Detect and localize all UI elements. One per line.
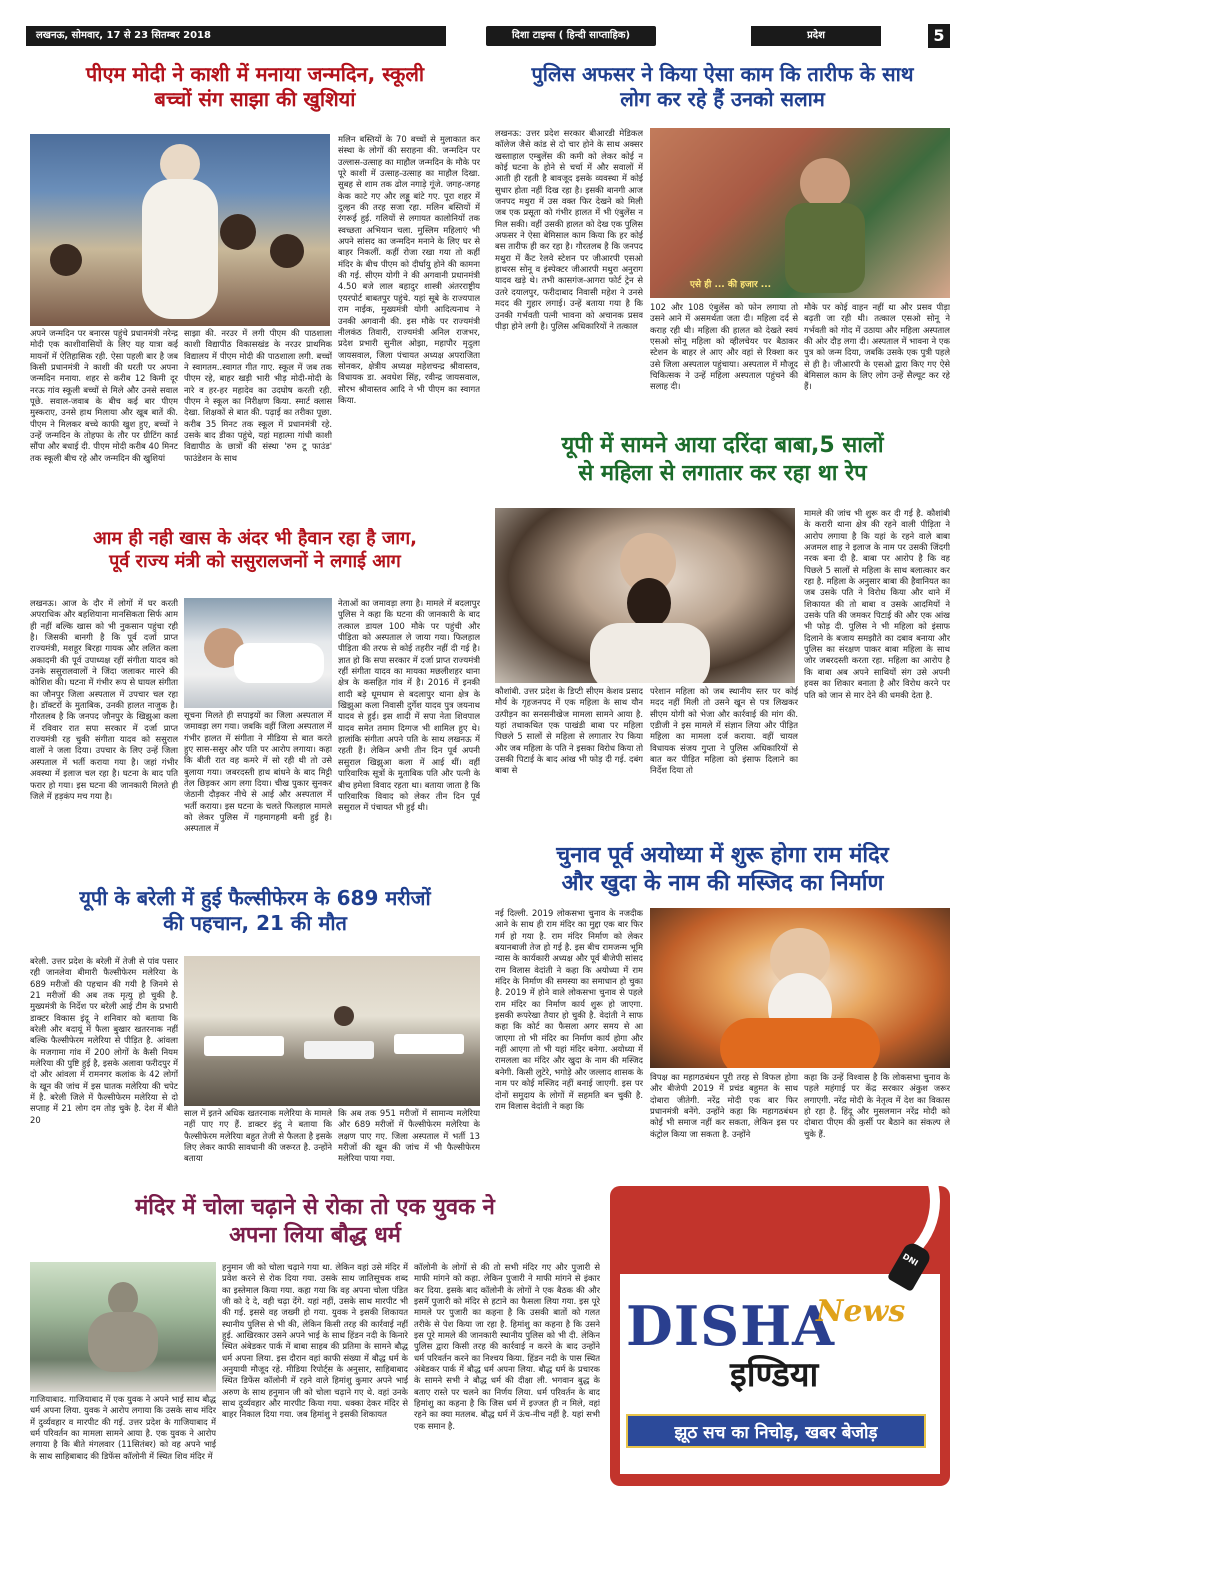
baba-headline-line1: यूपी में सामने आया दरिंदा बाबा,5 सालों [561, 433, 884, 458]
aag-headline [30, 528, 480, 573]
ad-brand-news: News [816, 1294, 906, 1329]
police-headline-line2: लोग कर रहे हैं उनको सलाम [620, 87, 825, 111]
ayodhya-col2: विपक्ष का महागठबंधन पूरी तरह से विफल होगा और बीजेपी 2019 में प्रचंड बहुमत के साथ दोबारा जीतेगी. नरेंद्र मोदी एक बार फिर प्रधानमंत्री बनेंगे. उन्होंने कहा कि महागठबंधन कोई भी समाज नहीं कर सकता, लेकिन इस पर कंट्रोल किया जा सकता है. उन्होंने [650, 1072, 798, 1139]
bareli-headline-line2: की पहचान, 21 की मौत [163, 911, 347, 935]
modi-headline [30, 62, 480, 112]
modi-headline-line1: पीएम मोदी ने काशी में मनाया जन्मदिन, स्कूली [85, 62, 425, 86]
modi-col1: अपने जन्मदिन पर बनारस पहुंचे प्रधानमंत्री नरेन्द्र मोदी एक काशीवासियों के लिए यह यात्रा कई मायनों में ऐतिहासिक रही. ऐसा पहली बार है जब किसी प्रधानमंत्री ने काशी की धरती पर अपना जन्मदिन मनाया. शहर से करीब 12 किमी दूर नरऊ गांव स्कूली बच्चों से मिले और उनसे सवाल पूछे. सवाल-जवाब के बीच कई बार पीएम मुस्कराए, उनसे हाथ मिलाया और खूब बातें की. पीएम ने मिलकर बच्चे काफी खुश हुए, बच्चों ने उन्हें जन्मदिन के तोहफा के तौर पर ग्रीटिंग कार्ड सौंपा और बधाई दी. पीएम मोदी करीब 40 मिनट तक स्कूली बीच रहे और जन्मदिन की खुशियां [30, 328, 178, 463]
aag-col3: नेताओं का जमावड़ा लगा है। मामले में बदलापुर पुलिस ने कहा कि घटना की जानकारी के बाद तत्काल डायल 100 मौके पर पहुंची और पीड़िता को अस्पताल ले जाया गया। फिलहाल पीड़िता की तरफ से कोई तहरीर नहीं दी गई है। ज्ञात हो कि सपा सरकार में दर्जा प्राप्त राज्यमंत्री रहीं संगीता यादव का मायका मछलीशहर थाना क्षेत्र के कसहित गांव में है। 2016 में इनकी शादी बड़े धूमधाम से बदलापुर थाना क्षेत्र के खिझुआ कला निवासी दुर्गेश यादव पुत्र जयनाथ यादव से हुई। इस शादी में सपा नेता शिवपाल यादव समेत तमाम दिग्गज भी शामिल हुए थे। हालांकि संगीता अपने पति के साथ लखनऊ में रहती हैं। लेकिन अभी तीन दिन पूर्व अपनी ससुराल खिझुआ कला में आई थीं। वहीं पारिवारिक सूत्रों के मुताबिक पति और पत्नी के बीच हमेशा विवाद रहता था। बताया जाता है कि पारिवारिक विवाद को लेकर तीन दिन पूर्व ससुराल में पंचायत भी हुई थी। [338, 598, 480, 813]
police-officer-photo [650, 128, 950, 298]
ad-tagline: झूठ सच का निचोड़, खबर बेजोड़ [626, 1414, 926, 1448]
baba-photo [495, 508, 795, 683]
ad-brand: DISHA [626, 1294, 836, 1358]
buddh-col3: कॉलोनी के लोगों से की तो सभी मंदिर गए और पुजारी से माफी मांगने को कहा. लेकिन पुजारी ने माफी मांगने से इंकार कर दिया. इसके बाद कॉलोनी के लोगों ने एक बैठक की और इसमें पुजारी को मंदिर से हटाने का फैसला लिया गया. इस पूरे मामले पर पुजारी का कहना है कि उसकी बातों को गलत तरीके से पेश किया जा रहा है. हिमांशु का कहना है कि उसने इस पूरे मामले की जानकारी स्थानीय पुलिस को भी दी. लेकिन पुलिस द्वारा किसी तरह की कार्रवाई न करने के बाद उन्होंने धर्म परिवर्तन करने का निश्चय किया. हिंडन नदी के पास स्थित अंबेडकर पार्क में बौद्ध धर्म अपना लिया. बौद्ध धर्म के प्रचारक के सामने सभी ने बौद्ध धर्म की दीक्षा ली. भगवान बुद्ध के बताए रास्ते पर चलने का निर्णय लिया. धर्म परिवर्तन के बाद हिमांशु का कहना है कि जिस धर्म में इज्जत ही न मिले, वहां रहने का क्या मतलब. बौद्ध धर्म में ऊंच-नीच नहीं है. यहां सभी एक समान है. [414, 1262, 600, 1431]
ad-mic-label: DNI [900, 1251, 920, 1268]
buddh-headline-line2: अपना लिया बौद्ध धर्म [229, 1222, 401, 1248]
bareli-col1: बरेली. उत्तर प्रदेश के बरेली में तेजी से पांव पसार रही जानलेवा बीमारी फैल्सीफेरम मलेरिया के 689 मरीजों की पहचान की गयी है जिनमे से 21 मरीजों की अब तक मृत्यु हो चुकी है. मुख्यमंत्री के निर्देश पर बरेली आई टीम के प्रभारी डाक्टर विकास इंदू ने शनिवार को बताया कि बरेली और बदायूं में फैला बुखार खतरनाक नहीं बल्कि फैल्सीफेरम मलेरिया से पीड़ित है. आंवला के मजगामा गांव में 200 लोगों के कैसी नियम मलेरिया की पुष्टि हुई है, इसके अलावा फरीदपुर में दो और आंवला में रामनगर कलांक के 42 लोगों के खून की जांच में इस घातक मलेरिया की चपेट में है. बरेली जिले में फैल्सीफेरम मलेरिया से दो सप्ताह में 21 लोग दम तोड़ चुके है. देश में बीते 20 [30, 956, 178, 1125]
buddh-col2: हनुमान जी को चोला चढ़ाने गया था. लेकिन वहां उसे मंदिर में प्रवेश करने से रोक दिया गया. उसके साथ जातिसूचक शब्द का इस्तेमाल किया गया. कहा गया कि वह अपना चोला पंडित जी को दे दे, वही चढ़ा देंगे. यहां नहीं, उसके साथ मारपीट भी की गई. इससे वह जख्मी हो गया. युवक ने इसकी शिकायत स्थानीय पुलिस से भी की, लेकिन किसी तरह की कार्रवाई नहीं हुई. आखिरकार उसने अपने भाई के साथ हिंडन नदी के किनारे स्थित अंबेडकर पार्क में बाबा साहब की प्रतिमा के सामने बौद्ध धर्म अपना लिया. इस दौरान वहां काफी संख्या में बौद्ध धर्म के अनुयायी मौजूद रहे. मीडिया रिपोर्ट्स के अनुसार, साहिबाबाद स्थित डिफेंस कॉलोनी में रहने वाले हिमांशु कुमार अपने भाई अरुण के साथ हनुमान जी को चोला चढ़ाने गए थे. वहां उनके साथ दुर्व्यवहार और मारपीट किया गया. धक्का देकर मंदिर से बाहर निकाल दिया गया. जब हिमांशु ने इसकी शिकायत [222, 1262, 408, 1420]
aag-col1: लखनऊ। आज के दौर में लोगों में घर करती अपराधिक और बहशियाना मानसिकता सिर्फ आम ही नहीं बल्कि खास को भी नुकसान पहुंचा रही है। जिसकी बानगी है कि पूर्व दर्जा प्राप्त राज्यमंत्री, मशहूर बिरहा गायक और ललित कला अकादमी की पूर्व उपाध्यक्ष रहीं संगीता यादव को उनके ससुरालवालों ने जिंदा जलाकर मारने की कोशिश की। घटना में गंभीर रूप से घायल संगीता का जौनपुर जिला अस्पताल में उपचार चल रहा है। डॉक्टरों के मुताबिक, उनकी हालत नाजुक है। गौरतलब है कि जनपद जौनपुर के खिझुआ कला में रविवार रात सपा सरकार में दर्जा प्राप्त राज्यमंत्री रह चुकी संगीता यादव को ससुराल वालों ने जला दिया। उपचार के लिए उन्हें जिला अस्पताल में भर्ती कराया गया है। जहां गंभीर अवस्था में इलाज चल रहा है। घटना के बाद पति फरार हो गया। इस घटना की जानकारी मिलते ही जिले में हड़कंप मच गया है। [30, 598, 178, 801]
baba-col1: कौशांबी. उत्तर प्रदेश के डिप्टी सीएम केशव प्रसाद मौर्य के गृहजनपद में एक महिला के साथ यौन उत्पीड़न का सनसनीखेज मामला सामने आया है. यहां तथाकथित एक पाखंडी बाबा पर महिला पिछले 5 सालों से महिला से लगातार रेप किया और जब महिला के पति ने इसका विरोध किया तो उसकी पिटाई के बाद आंख भी फोड़ दी गई. दबंग बाबा से [495, 686, 643, 776]
bareli-hospital-photo [184, 956, 480, 1106]
buddh-col1: गाजियाबाद. गाजियाबाद में एक युवक ने अपने भाई साथ बौद्ध धर्म अपना लिया. युवक ने आरोप लगाया कि उसके साथ मंदिर में दुर्व्यवहार व मारपीट की गई. उत्तर प्रदेश के गाजियाबाद में धर्म परिवर्तन का मामला सामने आया है. एक युवक ने आरोप लगाया है कि बीते मंगलवार (11सितंबर) को वह अपने भाई के साथ साहिबाबाद की डिफेंस कॉलोनी में स्थित शिव मंदिर में [30, 1394, 216, 1461]
ayodhya-headline-line2: और खुदा के नाम की मस्जिद का निर्माण [561, 870, 884, 896]
police-headline [495, 62, 950, 112]
aag-patient-photo [184, 598, 332, 708]
baba-col2: परेशान महिला को जब स्थानीय स्तर पर कोई मदद नहीं मिली तो उसने खून से पत्र लिखकर सीएम योगी को भेजा और कार्रवाई की मांग की. एडीजी ने इस मामले में संज्ञान लिया और पीड़ित महिला का मामला दर्ज कराया. वहीं चायल विधायक संजय गुप्ता ने पुलिस अधिकारियों से बात कर पीड़ित महिला को इंसाफ दिलाने का निर्देश दिया तो [650, 686, 798, 776]
ad-brand-india: इण्डिया [730, 1355, 819, 1395]
ayodhya-saint-photo [650, 908, 950, 1068]
modi-col3: मलिन बस्तियों के 70 बच्चों से मुलाकात कर संस्था के लोगों की सराहना की. जन्मदिन पर उल्लास-उत्साह का माहौल जन्मदिन के मौके पर पूरे काशी में उत्साह-उत्साह का माहौल दिखा. सुबह से शाम तक ढोल नगाड़े गूंजे. जगह-जगह केक काटे गए और लड्डू बांटे गए. पूरा शहर में दुल्हन की तरह सजा रहा. मलिन बस्तियों में रंगरूई हुई. गलियों से लगायत कालोनियों तक स्वच्छता अभियान चला. मुस्लिम महिलाएं भी अपने सांसद का जन्मदिन मनाने के लिए घर से बाहर निकलीं. कहीं रोजा रखा गया तो कहीं मंदिर के बीच पीएम को दीर्घायु होने की कामना की गई. सीएम योगी ने की अगवानी प्रधानमंत्री 4.50 बजे लाल बहादुर शास्त्री अंतरराष्ट्रीय एयरपोर्ट बाबतपुर पहुंचे. यहां सूबे के राज्यपाल राम नाईक, मुख्यमंत्री योगी आदित्यनाथ ने उनकी अगवानी की. इस मौके पर राज्यमंत्री नीलकंठ तिवारी, राज्यमंत्री अनिल राजभर, प्रदेश प्रभारी सुनील ओझा, महापौर मृदुला जायसवाल, जिला पंचायत अध्यक्ष अपराजिता सोनकर, क्षेत्रीय अध्यक्ष महेशचन्द्र श्रीवास्तव, विधायक डा. अवधेश सिंह, रवीन्द्र जायसवाल, सौरभ श्रीवास्तव आदि ने भी पीएम का स्वागत किया. [338, 134, 480, 405]
ayodhya-headline-line1: चुनाव पूर्व अयोध्या में शुरू होगा राम मंदिर [556, 843, 889, 868]
masthead-strip [26, 26, 951, 46]
ayodhya-headline [495, 842, 950, 897]
police-col2: 102 और 108 एंबुलेंस को फोन लगाया तो उसने आने में असमर्थता जता दी। महिला दर्द से कराह रही थी। महिला की हालत को देखते स्वयं एसओ सोनू महिला को व्हीलचेयर पर बैठाकर स्टेशन के बाहर ले आए और वहां से रिक्शा कर उसे जिला अस्पताल पहुंचाया। अस्पताल में मौजूद चिकित्सक ने उन्हें महिला अस्पताल पहुंचने की सलाह दी। [650, 302, 798, 392]
buddh-headline-line1: मंदिर में चोला चढ़ाने से रोका तो एक युवक ने [135, 1195, 495, 1220]
bareli-col2: साल में इतने अधिक खतरनाक मलेरिया के मामले नहीं पाए गए हैं. डाक्टर इंदु ने बताया कि फैल्सीफेरम मलेरिया बहुत तेजी से फैलता है इसके लिए लेकर काफी सावधानी की जरूरत है. उन्होंने बताया [184, 1108, 332, 1164]
modi-col2: साझा की. नरउर में लगी पीएम की पाठशाला काशी विद्यापीठ विकासखंड के नरउर प्राथमिक विद्यालय में पीएम मोदी की पाठशाला लगी. बच्चों ने स्वागतम..स्वागत गीत गाए. स्कूल में जब तक पीएम रहे, बाहर खड़ी भारी भीड़ मोदी-मोदी के नारे व हर-हर महादेव का उदघोष करती रही. पीएम ने स्कूल का निरीक्षण किया. स्मार्ट क्लास देखा. शिक्षकों से बात की. पढ़ाई का तरीका पूछा. करीब 35 मिनट तक स्कूल में प्रधानमंत्री रहे. उसके बाद डीका पहुंचे, यहां महात्मा गांधी काशी विद्यापीठ के छात्रों की संस्था 'रुम टू फाउंड' फाउंडेशन के साथ [184, 328, 332, 463]
baba-right-col: मामले की जांच भी शुरू कर दी गई है. कौशांबी के करारी थाना क्षेत्र की रहने वाली पीड़िता ने आरोप लगाया है कि यहां के रहने वाले बाबा अजमल शाह ने इलाज के नाम पर उसकी जिंदगी नरक बना दी है. बाबा पर आरोप है कि वह पिछले 5 सालों से महिला के साथ बलात्कार कर रहा है. महिला के अनुसार बाबा की हैवानियत का जब उसके पति ने विरोध किया और थाने में शिकायत की तो बाबा व उसके आदमियों ने उसके पति की जमकर पिटाई की और एक आंख भी फोड़ दी. पुलिस ने भी महिला को इंसाफ दिलाने के बजाय समझौते का दबाव बनाया और पुलिस का संरक्षण पाकर बाबा महिला के साथ जोर जबरदस्ती करता रहा. महिला का आरोप है कि बाबा अब अपने साथियों संग उसे अपनी हवस का शिकार बनाता है और विरोध करने पर पति को जान से मार देने की धमकी देता है. [804, 508, 950, 700]
bareli-headline [30, 886, 480, 936]
baba-headline [495, 432, 950, 487]
aag-headline-line2: पूर्व राज्य मंत्री को ससुरालजनों ने लगाई आग [109, 550, 401, 572]
bareli-col3: कि अब तक 951 मरीजों में सामान्य मलेरिया और 689 मरीजों में फैल्सीफेरम मलेरिया के लक्षण पाए गए. जिला अस्पताल में भर्ती 13 मरीजों की खून की जांच में भी फैल्सीफेरम मलेरिया पाया गया. [338, 1108, 480, 1164]
bareli-headline-line1: यूपी के बरेली में हुई फैल्सीफेरम के 689 मरीजों [79, 886, 431, 910]
ad-inner-panel [620, 1274, 940, 1474]
buddh-headline [30, 1194, 600, 1249]
baba-headline-line2: से महिला से लगातार कर रहा था रेप [578, 460, 867, 486]
police-col1: लखनऊ: उत्तर प्रदेश सरकार बीआरडी मेडिकल कॉलेज जैसे कांड से दो चार होने के साथ अक्सर खस्ताहाल एम्बुलेंस की कमी को लेकर कोई न कोई घटना के होने से चर्चा में और सवालों में आती ही रहती है बावजूद इसके व्यवस्था में कोई सुधार होता नहीं दिख रहा है। इसकी बानगी आज जनपद मथुरा में उस वक्त फिर देखने को मिली जब एक प्रसूता को गंभीर हालत में भी एंबुलेंस न मिल सकी। वहीं उसकी हालत को देख एक पुलिस अफसर ने ऐसा बेमिसाल काम किया कि हर कोई बस तारीफ ही कर रहा है। गौरतलब है कि जनपद मथुरा में कैंट रेलवे स्टेशन पर जीआरपी एसओ हाथरस सोनू व इंस्पेक्टर जीआरपी मथुरा अनुराग यादव खड़े थे। तभी कासगंज-आगरा फोर्ट ट्रेन से उतरे दयालपुर, फरीदाबाद निवासी महेश ने उनसे मदद की गुहार लगाई। उन्हें बताया गया है कि उनकी गर्भवती पत्नी भावना को अचानक प्रसव पीड़ा होने लगी है। पुलिस अधिकारियों ने तत्काल [495, 128, 643, 331]
page-number: 5 [928, 24, 950, 48]
police-headline-line1: पुलिस अफसर ने किया ऐसा काम कि तारीफ के साथ [531, 62, 914, 86]
masthead-date: लखनऊ, सोमवार, 17 से 23 सितम्बर 2018 [26, 26, 446, 46]
masthead-paper-name: दिशा टाइम्स ( हिन्दी साप्ताहिक) [486, 26, 656, 46]
police-photo-caption: एसे ही ... की हजार ... [690, 280, 772, 290]
police-col3: मौके पर कोई वाहन नहीं था और प्रसव पीड़ा बढ़ती जा रही थी। तत्काल एसओ सोनू ने गर्भवती को गोद में उठाया और महिला अस्पताल की ओर दौड़ लगा दी। अस्पताल में भावना ने एक पुत्र को जन्म दिया, जबकि उसके एक पुत्री पहले से ही है। जीआरपी के एसओ द्वारा किए गए ऐसे बेमिसाल काम के लिए लोग उन्हें सैल्यूट कर रहे हैं। [804, 302, 950, 392]
aag-col2: सूचना मिलते ही सपाइयों का जिला अस्पताल में जमावड़ा लग गया। जबकि वहीं जिला अस्पताल में गंभीर हालत में संगीता ने मीडिया से बात करते हुए सास-ससुर और पति पर आरोप लगाया। कहा कि बीती रात वह कमरे में सो रही थी तो उसे बुलाया गया। जबरदस्ती हाथ बांधने के बाद मिट्टी तेल छिड़कर आग लगा दिया। चीख पुकार सुनकर जेठानी दौड़कर नीचे से आई और अस्पताल में भर्ती कराया। इस घटना के चलते फिलहाल मामले को लेकर पुलिस में गहमागहमी बनी हुई है। अस्पताल में [184, 710, 332, 834]
aag-headline-line1: आम ही नही खास के अंदर भी हैवान रहा है जाग, [93, 528, 417, 549]
disha-news-ad [610, 1186, 950, 1486]
masthead-section: प्रदेश [751, 26, 881, 46]
ayodhya-col3: कहा कि उन्हें विश्वास है कि लोकसभा चुनाव के पहले महंगाई पर केंद्र सरकार अंकुश जरूर लगाएगी. नरेंद्र मोदी के नेतृत्व में देश का विकास हो रहा है. हिंदू और मुसलमान नरेंद्र मोदी को दोबारा पीएम की कुर्सी पर बैठाने का संकल्प ले चुके हैं. [804, 1072, 950, 1139]
modi-headline-line2: बच्चों संग साझा की खुशियां [154, 87, 356, 111]
ayodhya-col1: नई दिल्ली. 2019 लोकसभा चुनाव के नजदीक आने के साथ ही राम मंदिर का मुद्दा एक बार फिर गर्म हो गया है. राम मंदिर निर्माण को लेकर बयानबाजी तेज हो गई है. इस बीच रामजन्म भूमि न्यास के कार्यकारी अध्यक्ष और पूर्व बीजेपी सांसद राम विलास वेदांती ने कहा कि अयोध्या में राम मंदिर के निर्माण की समस्या का समाधान हो चुका है. 2019 में होने वाले लोकसभा चुनाव से पहले राम मंदिर का निर्माण कार्य शुरू हो जाएगा. इसकी रूपरेखा तैयार हो चुकी है. वेदांती ने साफ कहा कि कोर्ट का फैसला अगर समय से आ जाएगा तो भी मंदिर का निर्माण कार्य होगा और नहीं आएगा तो भी यहां मंदिर बनेगा. अयोध्या में रामलला का मंदिर और खुदा के नाम की मस्जिद बनेगी. किसी लुटेरे, भगोड़े और जल्लाद शासक के नाम पर कोई मस्जिद नहीं बनाई जाएगी. इस पर दोनों समुदाय के लोगों में सहमति बन चुकी है. राम विलास वेदांती ने कहा कि [495, 908, 643, 1111]
modi-classroom-photo [30, 134, 330, 326]
buddha-statue-photo [30, 1262, 216, 1392]
